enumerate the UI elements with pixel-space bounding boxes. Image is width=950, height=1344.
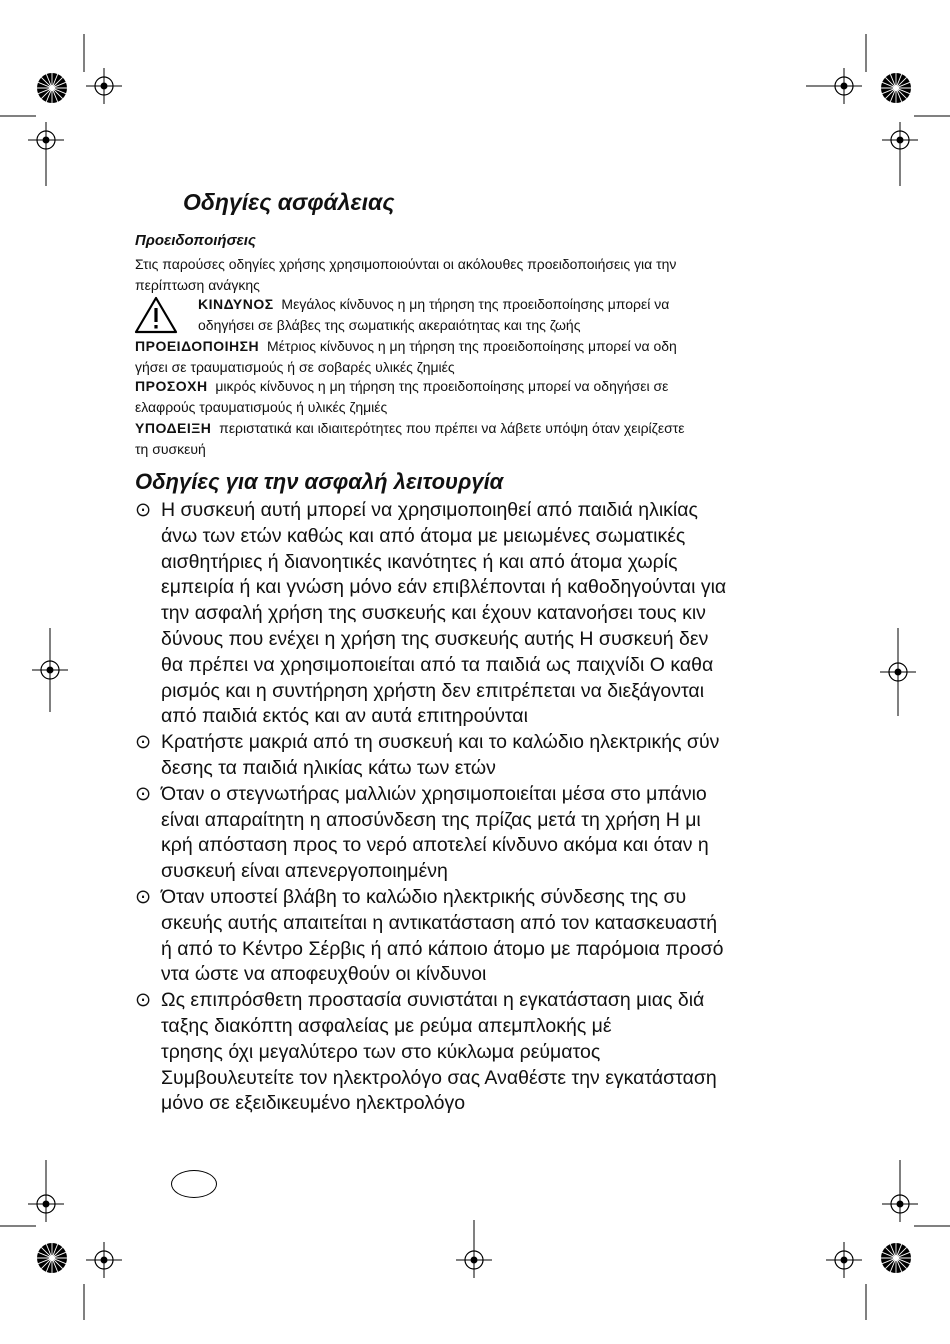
bullet-line: Κρατήστε μακριά από τη συσκευή και το καλώδιο ηλεκτρικής σύν	[161, 731, 720, 754]
bullet-circle-icon: ⊙	[135, 885, 152, 908]
bullet-line: κρή απόσταση προς το νερό αποτελεί κίνδυνο ακόμα και όταν η	[161, 834, 709, 857]
caution-text: ελαφρούς τραυματισμούς ή υλικές ζημιές	[135, 398, 388, 415]
note-notice	[135, 418, 684, 459]
bullet-line: Όταν υποστεί βλάβη το καλώδιο ηλεκτρικής σύνδεσης της συ	[161, 885, 687, 908]
safety-bullet	[135, 885, 815, 988]
safety-bullet	[135, 498, 815, 730]
safe-operation-heading: Οδηγίες για την ασφαλή λειτουργία	[135, 469, 504, 494]
bullet-line: Όταν ο στεγνωτήρας μαλλιών χρησιμοποιείται μέσα στο μπάνιο	[161, 782, 707, 805]
safety-bullet-list	[135, 498, 815, 1117]
safety-bullet	[135, 782, 815, 885]
bullet-line: τρησης όχι μεγαλύτερο των στο κύκλωμα ρεύματος	[161, 1040, 601, 1063]
danger-label: ΚΙΝΔΥΝΟΣ	[198, 296, 274, 312]
bullet-circle-icon: ⊙	[135, 782, 152, 805]
bullet-line: είναι απαραίτητη η αποσύνδεση της πρίζας μετά τη χρήση Η μι	[161, 808, 701, 831]
bullet-line: εμπειρία ή και γνώση μόνο εάν επιβλέπονται ή καθοδηγούνται για	[161, 576, 727, 599]
warning-label: ΠΡΟΕΙΔΟΠΟΙΗΣΗ	[135, 338, 260, 354]
note-text: τη συσκευή	[135, 440, 206, 457]
page-title: Οδηγίες ασφάλειας	[183, 189, 395, 215]
danger-text: Μεγάλος κίνδυνος η μη τήρηση της προειδοποίησης μπορεί να	[281, 296, 670, 312]
warning-triangle-icon	[133, 295, 179, 335]
bullet-line: δύνους που ενέχει η χρήση της συσκευής αυτής Η συσκευή δεν	[161, 627, 709, 650]
safety-bullet	[135, 988, 815, 1117]
bullet-line: Η συσκευή αυτή μπορεί να χρησιμοποιηθεί από παιδιά ηλικίας	[161, 499, 698, 521]
warnings-heading: Προειδοποιήσεις	[135, 232, 256, 249]
bullet-line: συσκευή είναι απενεργοποιημένη	[161, 860, 448, 883]
warning-notice	[135, 336, 677, 377]
bullet-line: ταξης διακόπτη ασφαλείας με ρεύμα απεμπλοκής μέ	[161, 1014, 612, 1037]
bullet-line: σκευής αυτής απαιτείται η αντικατάσταση από τον κατασκευαστή	[161, 911, 718, 934]
safety-bullet	[135, 730, 815, 782]
danger-notice	[198, 294, 669, 335]
intro-line: περίπτωση ανάγκης	[135, 276, 260, 293]
bullet-circle-icon: ⊙	[135, 499, 152, 521]
bullet-line: ντα ώστε να αποφευχθούν οι κίνδυνοι	[161, 963, 487, 986]
warning-text: γήσει σε τραυματισμούς ή σε σοβαρές υλικές ζημιές	[135, 358, 455, 375]
bullet-line: δεσης τα παιδιά ηλικίας κάτω των ετών	[161, 756, 496, 779]
bullet-line: Συμβουλευτείτε τον ηλεκτρολόγο σας Αναθέστε την εγκατάσταση	[161, 1066, 717, 1089]
bullet-line: αισθητήριες ή διανοητικές ικανότητες ή και από άτομα χωρίς	[161, 550, 678, 573]
bullet-line: ή από το Κέντρο Σέρβις ή από κάποιο άτομο με παρόμοια προσό	[161, 937, 724, 960]
warning-text: Μέτριος κίνδυνος η μη τήρηση της προειδοποίησης μπορεί να οδη	[266, 338, 677, 354]
bullet-line: μόνο σε εξειδικευμένο ηλεκτρολόγο	[161, 1092, 466, 1115]
warnings-intro	[135, 254, 676, 295]
bullet-line: από παιδιά εκτός και αν αυτά επιτηρούνται	[161, 705, 528, 728]
caution-text: μικρός κίνδυνος η μη τήρηση της προειδοποίησης μπορεί να οδηγήσει σε	[215, 378, 669, 394]
bullet-circle-icon: ⊙	[135, 731, 152, 754]
caution-notice	[135, 376, 668, 417]
page-number-oval	[171, 1170, 217, 1198]
bullet-line: την ασφαλή χρήση της συσκευής και έχουν κατανοήσει τους κιν	[161, 602, 706, 625]
note-label: ΥΠΟΔΕΙΞΗ	[135, 420, 212, 436]
bullet-line: ρισμός και η συντήρηση χρήστη δεν επιτρέπεται να διεξάγονται	[161, 679, 705, 702]
bullet-line: θα πρέπει να χρησιμοποιείται από τα παιδιά ως παιχνίδι Ο καθα	[161, 653, 714, 676]
bullet-line: Ως επιπρόσθετη προστασία συνιστάται η εγκατάσταση μιας διά	[161, 989, 705, 1012]
note-text: περιστατικά και ιδιαιτερότητες που πρέπει να λάβετε υπόψη όταν χειρίζεστε	[219, 420, 685, 436]
bullet-circle-icon: ⊙	[135, 989, 152, 1012]
danger-text: οδηγήσει σε βλάβες της σωματικής ακεραιότητας και της ζωής	[198, 316, 581, 333]
bullet-line: άνω των ετών καθώς και από άτομα με μειωμένες σωματικές	[161, 524, 686, 547]
intro-line: Στις παρούσες οδηγίες χρήσης χρησιμοποιούνται οι ακόλουθες προειδοποιήσεις για την	[135, 256, 677, 272]
caution-label: ΠΡΟΣΟΧΗ	[135, 378, 208, 394]
